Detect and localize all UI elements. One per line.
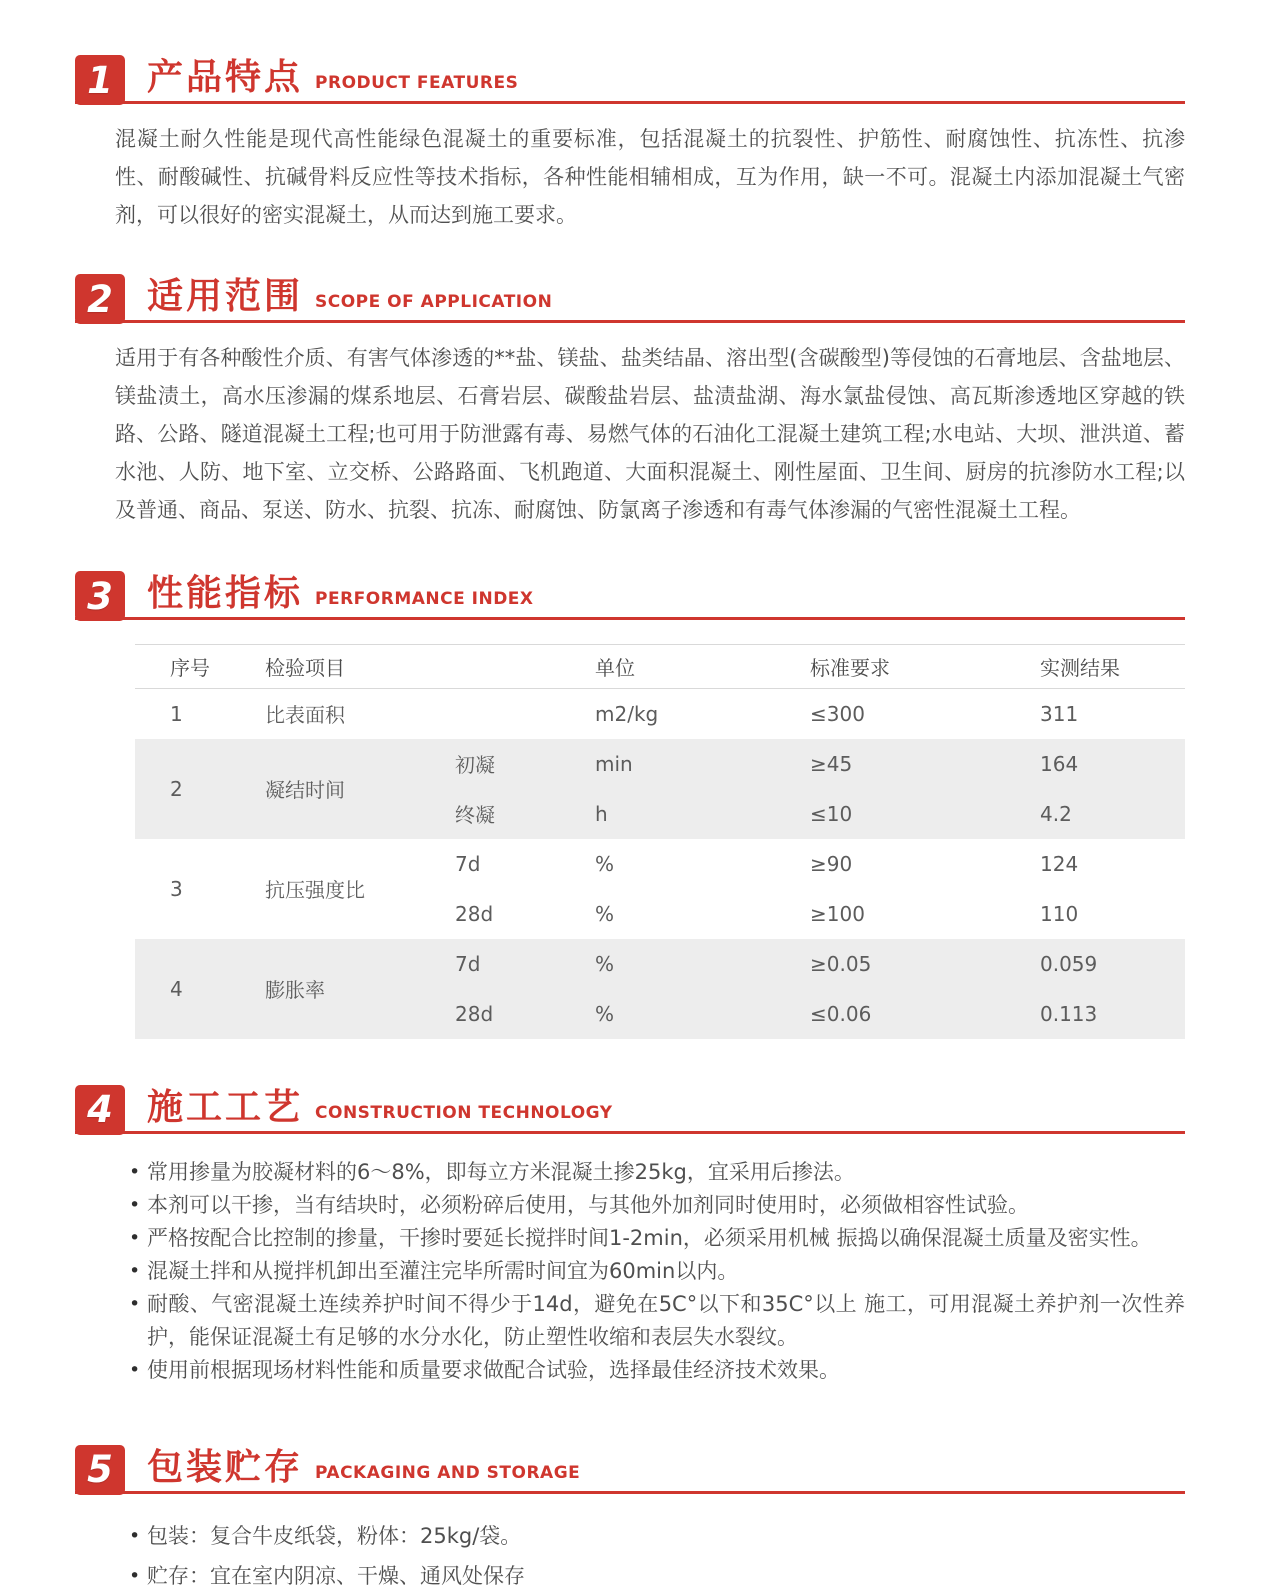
section-1-header — [75, 55, 1185, 104]
cell-unit: % — [595, 951, 615, 976]
cell-sub: 初凝 — [455, 753, 495, 777]
section-3-header — [75, 571, 1185, 620]
cell-unit: % — [595, 851, 615, 876]
cell-unit: min — [595, 751, 633, 776]
table-row — [135, 739, 1185, 789]
cell-item: 抗压强度比 — [265, 878, 365, 902]
section-4-number-badge — [75, 1085, 125, 1135]
cell-result: 0.113 — [1040, 1001, 1098, 1026]
cell-no: 4 — [170, 976, 183, 1001]
section-4-subtitle: CONSTRUCTION TECHNOLOGY — [315, 1102, 613, 1123]
section-3-title: 性能指标 — [147, 573, 304, 615]
cell-standard: ≥100 — [810, 901, 865, 926]
bullet-item: • 耐酸、气密混凝土连续养护时间不得少于14d，避免在5C°以下和35C°以上 施工，可用混凝土养护剂一次性养护，能保证混凝土有足够的水分水化，防止塑性收缩和表层失水裂纹。 — [127, 1288, 1185, 1354]
cell-item: 膨胀率 — [265, 978, 325, 1002]
table-header-unit: 单位 — [595, 645, 810, 689]
table-header-item: 检验项目 — [265, 645, 455, 689]
section-1-number: 1 — [87, 58, 113, 102]
section-2-number-badge — [75, 274, 125, 324]
section-5-number-badge — [75, 1445, 125, 1495]
bullet-item: • 包装：复合牛皮纸袋，粉体：25kg/袋。 — [127, 1516, 1185, 1556]
section-5-header — [75, 1445, 1185, 1494]
bullet-item: • 严格按配合比控制的掺量，干掺时要延长搅拌时间1-2min，必须采用机械 振捣以确保混凝土质量及密实性。 — [127, 1222, 1185, 1255]
performance-table — [135, 644, 1185, 1039]
section-5-subtitle: PACKAGING AND STORAGE — [315, 1462, 581, 1483]
cell-unit: % — [595, 1001, 615, 1026]
section-performance-index — [75, 571, 1185, 1039]
table-header-no: 序号 — [135, 645, 265, 689]
section-3-number-badge — [75, 571, 125, 621]
table-row — [135, 839, 1185, 889]
table-header-sub — [455, 645, 595, 689]
section-2-subtitle: SCOPE OF APPLICATION — [315, 292, 553, 312]
cell-no: 1 — [170, 701, 183, 726]
section-3-number: 3 — [87, 574, 113, 618]
cell-item: 凝结时间 — [265, 778, 345, 802]
cell-result: 110 — [1040, 901, 1079, 926]
cell-no: 3 — [170, 876, 183, 901]
section-product-features — [75, 55, 1185, 234]
cell-sub: 7d — [455, 951, 481, 976]
table-row — [135, 689, 1185, 739]
bullet-item: • 使用前根据现场材料性能和质量要求做配合试验，选择最佳经济技术效果。 — [127, 1354, 1185, 1387]
cell-standard: ≥90 — [810, 851, 853, 876]
section-packaging-and-storage — [75, 1445, 1185, 1596]
cell-sub — [455, 689, 595, 739]
section-4-title: 施工工艺 — [147, 1086, 304, 1128]
construction-bullet-list — [127, 1156, 1185, 1387]
table-header-standard: 标准要求 — [810, 645, 1040, 689]
cell-standard: ≤0.06 — [810, 1001, 872, 1026]
cell-result: 164 — [1040, 751, 1079, 776]
section-2-number: 2 — [87, 277, 113, 321]
section-construction-technology — [75, 1085, 1185, 1387]
cell-result: 311 — [1040, 701, 1079, 726]
cell-result: 4.2 — [1040, 801, 1072, 826]
section-1-subtitle: PRODUCT FEATURES — [315, 73, 519, 93]
section-5-number: 5 — [87, 1448, 113, 1491]
cell-sub: 终凝 — [455, 803, 495, 827]
cell-unit: m2/kg — [595, 701, 659, 726]
section-3-subtitle: PERFORMANCE INDEX — [315, 589, 534, 609]
cell-item: 比表面积 — [265, 703, 345, 728]
cell-no: 2 — [170, 776, 183, 801]
cell-unit: h — [595, 801, 608, 826]
cell-sub: 28d — [455, 1001, 494, 1026]
cell-standard: ≥0.05 — [810, 951, 872, 976]
cell-result: 0.059 — [1040, 951, 1098, 976]
section-2-title: 适用范围 — [147, 276, 304, 318]
cell-unit: % — [595, 901, 615, 926]
bullet-item: • 常用掺量为胶凝材料的6～8%，即每立方米混凝土掺25kg，宜采用后掺法。 — [127, 1156, 1185, 1189]
table-header-row — [135, 645, 1185, 689]
cell-sub: 28d — [455, 901, 494, 926]
table-row — [135, 939, 1185, 989]
section-4-number: 4 — [87, 1088, 113, 1131]
section-2-header — [75, 274, 1185, 323]
section-5-title: 包装贮存 — [147, 1446, 304, 1488]
section-1-paragraph: 混凝土耐久性能是现代高性能绿色混凝土的重要标准，包括混凝土的抗裂性、护筋性、耐腐蚀性、抗冻性、抗渗性、耐酸碱性、抗碱骨料反应性等技术指标，各种性能相辅相成，互为作用，缺一不可。混凝土内添加混凝土气密剂，可以很好的密实混凝土，从而达到施工要求。 — [115, 127, 1185, 227]
section-4-header — [75, 1085, 1185, 1134]
bullet-item: • 本剂可以干掺，当有结块时，必须粉碎后使用，与其他外加剂同时使用时，必须做相容性试验。 — [127, 1189, 1185, 1222]
cell-sub: 7d — [455, 851, 481, 876]
table-header-result: 实测结果 — [1040, 645, 1185, 689]
section-2-paragraph: 适用于有各种酸性介质、有害气体渗透的**盐、镁盐、盐类结晶、溶出型(含碳酸型)等侵蚀的石膏地层、含盐地层、镁盐渍土，高水压渗漏的煤系地层、石膏岩层、碳酸盐岩层、盐渍盐湖、海水氯盐侵蚀、高瓦斯渗透地区穿越的铁路、公路、隧道混凝土工程;也可用于防泄露有毒、易燃气体的石油化工混凝土建筑工程;水电站、大坝、泄洪道、蓄水池、人防、地下室、立交桥、公路路面、飞机跑道、大面积混凝土、刚性屋面、卫生间、厨房的抗渗防水工程;以及普通、商品、泵送、防水、抗裂、抗冻、耐腐蚀、防氯离子渗透和有毒气体渗漏的气密性混凝土工程。 — [115, 346, 1185, 522]
cell-standard: ≤10 — [810, 801, 853, 826]
section-1-title: 产品特点 — [147, 57, 304, 99]
cell-result: 124 — [1040, 851, 1079, 876]
packaging-bullet-list — [127, 1516, 1185, 1596]
cell-standard: ≥45 — [810, 751, 853, 776]
bullet-item: • 混凝土拌和从搅拌机卸出至灌注完毕所需时间宜为60min以内。 — [127, 1255, 1185, 1288]
section-scope-of-application — [75, 274, 1185, 529]
section-1-number-badge — [75, 55, 125, 105]
bullet-item: • 贮存：宜在室内阴凉、干燥、通风处保存 — [127, 1556, 1185, 1596]
cell-standard: ≤300 — [810, 701, 865, 726]
